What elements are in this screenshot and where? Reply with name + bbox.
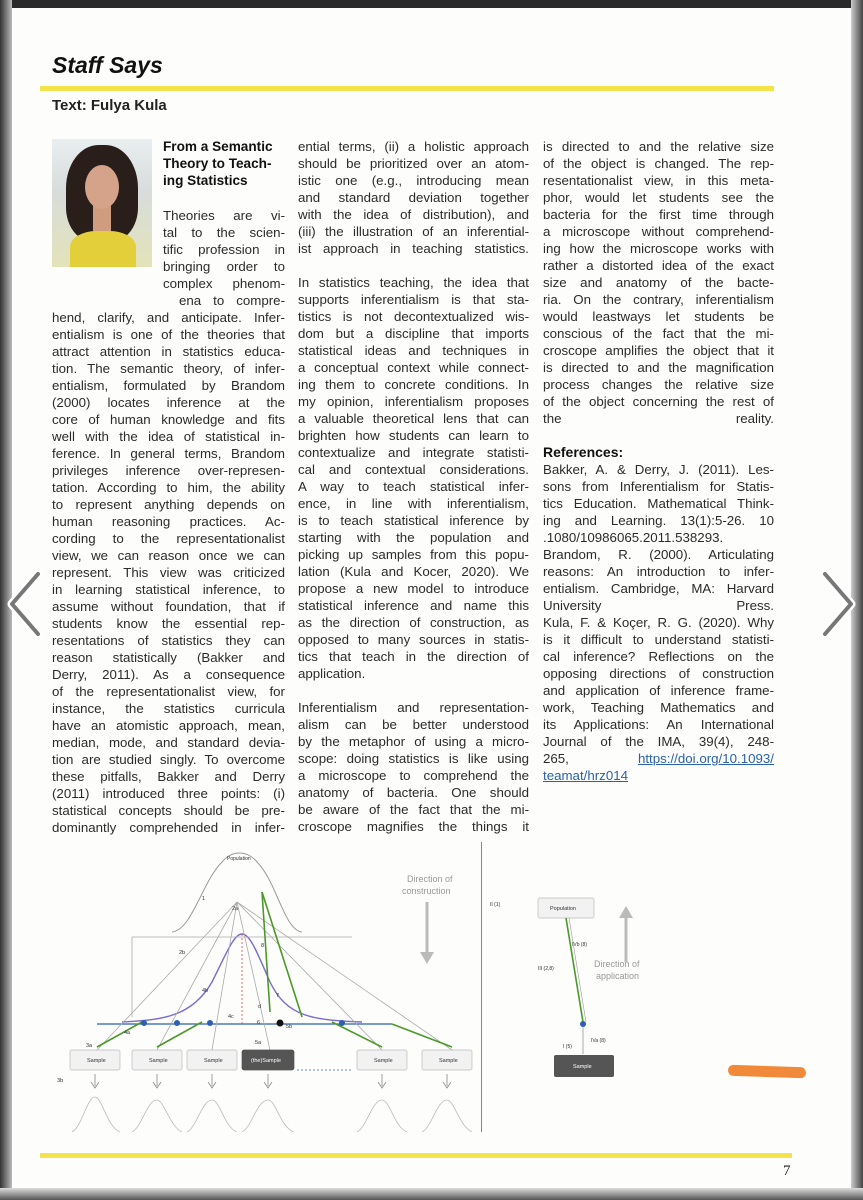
text-line: well with the idea of statistical in- (52, 429, 285, 444)
application-grey-line (569, 918, 586, 1022)
svg-text:5b: 5b (286, 1024, 293, 1030)
application-diagram (486, 842, 726, 1132)
header-rule (40, 86, 774, 91)
text-line: size and anatomy of the bacte- (543, 275, 774, 290)
col2-paragraph-2 (298, 274, 529, 682)
svg-text:(the)Sample: (the)Sample (251, 1058, 281, 1064)
text-line: attract attention in statistics educa- (52, 344, 285, 359)
text-line: entialism, formulated by Brandom (52, 378, 285, 393)
text-line: picking up samples from this popu- (298, 547, 529, 562)
text-line: students know the essential rep- (52, 616, 285, 631)
text-line: lation (Kula and Kocer, 2020). We (298, 564, 529, 579)
svg-text:4a: 4a (124, 1030, 131, 1036)
text-line: is directed to and the relative size (543, 139, 774, 154)
text-line: dominantly comprehended in infer- (52, 820, 285, 835)
text-line: rather a distorted idea of the exact (543, 258, 774, 273)
text-line: application. (298, 666, 366, 681)
references-heading: References: (543, 444, 624, 460)
text-line: A way to teach statistical infer- (298, 479, 529, 494)
text-line: cal and contextual considerations. (298, 462, 529, 477)
text-line: University Press. (543, 598, 774, 613)
figure-divider (481, 842, 482, 1132)
text-line: anatomy of bacteria. One should (298, 785, 529, 800)
chevron-left-icon (12, 574, 38, 634)
svg-text:1: 1 (202, 896, 206, 902)
svg-text:IVb (8): IVb (8) (572, 942, 588, 948)
text-line: opposing directions of construction (543, 666, 774, 681)
text-line: (2000) locates inference at the (52, 395, 285, 410)
next-page-button[interactable] (813, 568, 859, 640)
sample-box-label: Sample (573, 1064, 592, 1070)
col1-intro-cont (179, 292, 285, 309)
text-line: tific profession in (163, 242, 285, 257)
text-line: contextualize and integrate statisti- (298, 445, 529, 460)
text-line: of the object concerning the rest of (543, 394, 774, 409)
svg-text:d: d (258, 1004, 262, 1010)
sample-mean-dot (580, 1021, 586, 1027)
direction-application-label-2: application (596, 971, 640, 981)
svg-text:Sample: Sample (439, 1058, 458, 1064)
text-line: istic one (e.g., introducing mean (298, 173, 529, 188)
text-line: tistics is not decontextualized wis- (298, 309, 529, 324)
text-line: .1080/10986065.2011.538293. (543, 530, 724, 545)
text-line: privileges inference over-represen- (52, 463, 285, 478)
heading-line: Theory to Teach- (163, 156, 272, 171)
svg-text:3a: 3a (86, 1043, 93, 1049)
text-line: statistical ideas and techniques in (298, 343, 529, 358)
page-bottom-edge (0, 1188, 863, 1200)
text-line: is to teach statistical inference by (298, 513, 529, 528)
heading-line: ing Statistics (163, 173, 248, 188)
text-line: tion. The semantic theory, of infer- (52, 361, 285, 376)
text-line: alism can be better understood (298, 717, 529, 732)
population-curve (172, 853, 302, 932)
text-line: by the metaphor of using a micro- (298, 734, 529, 749)
footer-rule (40, 1153, 792, 1158)
text-line: sons from Inferentialism for Statis- (543, 479, 774, 494)
population-box-label: Population (550, 906, 576, 912)
col3-body (543, 138, 774, 784)
construction-arrow-head (420, 952, 434, 964)
text-line: conscious of the fact that the mi- (543, 326, 774, 341)
text-line: phor, would let students see the (543, 190, 774, 205)
highlighter-mark (728, 1065, 806, 1079)
text-line: core of human knowledge and fits (52, 412, 285, 427)
text-line: ential terms, (ii) a holistic approach (298, 139, 529, 154)
text-line: ist approach in teaching statistics. (298, 241, 529, 256)
text-line: ing and Learning. 13(1):5-26. 10 (543, 513, 774, 528)
reference-doi-line-2 (543, 767, 774, 784)
col1-body (52, 309, 285, 836)
text-line: and standard deviation together (298, 190, 529, 205)
text-line: entialism. Cambridge, MA: Harvard (543, 581, 774, 596)
text-line: tion are studied singly. To overcome (52, 752, 285, 767)
text-line: tics that teach in the direction of (298, 649, 529, 664)
text-line: should be prioritized over an atom- (298, 156, 529, 171)
text-line: human reasoning practices. Ac- (52, 514, 285, 529)
text-line: reasons: An introduction to infer- (543, 564, 774, 579)
text-line: these pitfalls, Bakker and Derry (52, 769, 285, 784)
text-line: Bakker, A. & Derry, J. (2011). Les- (543, 462, 774, 477)
col2-paragraph-3 (298, 699, 529, 835)
heading-line: From a Semantic (163, 139, 273, 154)
photo-face (85, 165, 119, 209)
text-line: propose a new model to introduce (298, 581, 529, 596)
text-line: ing how the microscope works with (543, 241, 774, 256)
text-line: median, mode, and standard devia- (52, 735, 285, 750)
sample-down-arrows (91, 1074, 451, 1088)
construction-lines (97, 902, 452, 1050)
text-line: tics Education. Mathematical Think- (543, 496, 774, 511)
text-line: reason statistically (Bakker and (52, 650, 285, 665)
text-line: have an atomistic approach, mean, (52, 718, 285, 733)
section-title: Staff Says (52, 52, 163, 78)
text-line: Journal of the IMA, 39(4), 248- (543, 734, 774, 749)
text-line: in learning statistical inference, to (52, 582, 285, 597)
text-line: the reality. (543, 411, 774, 426)
text-line: and application of inference frame- (543, 683, 774, 698)
svg-text:Sample: Sample (149, 1058, 168, 1064)
text-line: ria. On the contrary, inferentialism (543, 292, 774, 307)
construction-diagram (52, 842, 477, 1132)
col2-paragraph-1 (298, 138, 529, 257)
viewer-top-edge (0, 0, 863, 8)
svg-text:III (2,8): III (2,8) (538, 966, 554, 972)
author-photo (52, 139, 152, 267)
svg-text:II (1): II (1) (490, 902, 501, 908)
text-line: hend, clarify, and anticipate. Infer- (52, 310, 285, 325)
text-line: scope: doing statistics is like using (298, 751, 529, 766)
text-line: instance, the statistics curricula (52, 701, 285, 716)
text-line: with the idea of distribution), and (298, 207, 529, 222)
direction-construction-label-2: construction (402, 886, 451, 896)
svg-text:Sample: Sample (204, 1058, 223, 1064)
text-line: (iii) the illustration of an inferential- (298, 224, 529, 239)
text-line: Kula, F. & Koçer, R. G. (2020). Why (543, 615, 774, 630)
svg-text:IVa (8): IVa (8) (591, 1038, 606, 1044)
svg-text:5a: 5a (255, 1040, 262, 1046)
application-green-line (566, 918, 583, 1022)
text-line: (2011) introduced three points: (i) (52, 786, 285, 801)
text-line: resentations of statistics they can (52, 633, 285, 648)
text-line: cording to the representationalist (52, 531, 285, 546)
text-line: as the direction of construction, as (298, 615, 529, 630)
byline: Text: Fulya Kula (52, 97, 167, 114)
text-line: its Applications: An International (543, 717, 774, 732)
text-line: entialism is one of the theories that (52, 327, 285, 342)
application-labels (490, 902, 606, 1050)
col2-body (298, 138, 529, 835)
direction-construction-label-1: Direction of (407, 874, 453, 884)
svg-text:Sample: Sample (374, 1058, 393, 1064)
svg-text:I (5): I (5) (563, 1044, 572, 1050)
chevron-right-icon (825, 574, 851, 634)
text-line: be aware of the fact that the mi- (298, 802, 529, 817)
text-line: assume without foundation, that if (52, 599, 285, 614)
text-line: bringing order to (163, 259, 285, 274)
text-line: Inferentialism and representation- (298, 700, 529, 715)
text-line: process changes the relative size (543, 377, 774, 392)
text-line: statistical inference and name this (298, 598, 529, 613)
text-line: ference. In general terms, Brandom (52, 446, 285, 461)
text-line: view, we can reason once we can (52, 548, 285, 563)
doi-link[interactable]: https://doi.org/10.1093/ (637, 751, 774, 766)
text-line: Theories are vi- (163, 208, 285, 223)
text-line: tal to the scien- (163, 225, 285, 240)
text-line: of the representationalist view, for (52, 684, 285, 699)
text-line: croscope amplifies the object that it (543, 343, 774, 358)
page-number: 7 (783, 1163, 791, 1179)
text-line: is it difficult to understand statisti- (543, 632, 774, 647)
text-line: statistical concepts should be pre- (52, 803, 285, 818)
article-heading (163, 138, 285, 189)
population-label: Population (227, 856, 251, 862)
text-line: a conceptual context while connect- (298, 360, 529, 375)
text-line: In statistics teaching, the idea that (298, 275, 529, 290)
text-line: ence, in line with inferentialism, (298, 496, 529, 511)
svg-text:8: 8 (261, 943, 265, 949)
photo-shirt (70, 231, 136, 267)
svg-text:6: 6 (257, 1020, 261, 1026)
svg-text:7: 7 (276, 993, 280, 999)
text-line: complex phenom- (163, 276, 285, 291)
text-line: ing them to concrete conditions. In (298, 377, 529, 392)
text-line: represent. This view was criticized (52, 565, 285, 580)
text-line: Brandom, R. (2000). Articulating (543, 547, 774, 562)
reference-doi-line (543, 750, 774, 767)
svg-text:2a: 2a (232, 906, 239, 912)
doi-link-cont[interactable]: teamat/hrz014 (543, 768, 629, 783)
text-line: to represent anything depends on (52, 497, 285, 512)
col3-paragraph-1 (543, 138, 774, 427)
previous-page-button[interactable] (4, 568, 50, 640)
text-line: tation. According to him, the ability (52, 480, 285, 495)
text-line: a microscope without comprehend- (543, 224, 774, 239)
svg-text:4b: 4b (202, 988, 209, 994)
sample-distributions (72, 1097, 472, 1132)
text-line: a valuable theoretical lens that can (298, 411, 529, 426)
text-line: a microscope to comprehend the (298, 768, 529, 783)
text-line: opposed to many sources in statis- (298, 632, 529, 647)
svg-text:4c: 4c (228, 1014, 234, 1020)
svg-text:2b: 2b (179, 950, 186, 956)
svg-text:3b: 3b (57, 1078, 64, 1084)
text-line: resentationalist view, in this meta- (543, 173, 774, 188)
text-line: is directed to and the magnification (543, 360, 774, 375)
text-line: my opinion, inferentialism proposes (298, 394, 529, 409)
text-line: dom but a discipline that imports (298, 326, 529, 341)
text-line: ena to compre- (179, 293, 285, 308)
svg-text:Sample: Sample (87, 1058, 106, 1064)
text-line: bacteria for the first time through (543, 207, 774, 222)
text-line: cal inference? Reflections on the (543, 649, 774, 664)
text-line: Derry, 2011). As a consequence (52, 667, 285, 682)
text-line: supports inferentialism is that sta- (298, 292, 529, 307)
text-line: of the object is changed. The rep- (543, 156, 774, 171)
text-line: brighten how students can learn to (298, 428, 529, 443)
photo-neck (93, 205, 111, 233)
text-line: starting with the population and (298, 530, 529, 545)
text-line: would leastways let students be (543, 309, 774, 324)
ref-pages: 265, (543, 751, 569, 766)
direction-application-label-1: Direction of (594, 959, 640, 969)
references-list (543, 461, 774, 750)
application-arrow-head (619, 906, 633, 918)
col1-intro (163, 207, 285, 292)
text-line: work, Teaching Mathematics and (543, 700, 774, 715)
text-line: croscope magnifies the things it (298, 819, 529, 834)
